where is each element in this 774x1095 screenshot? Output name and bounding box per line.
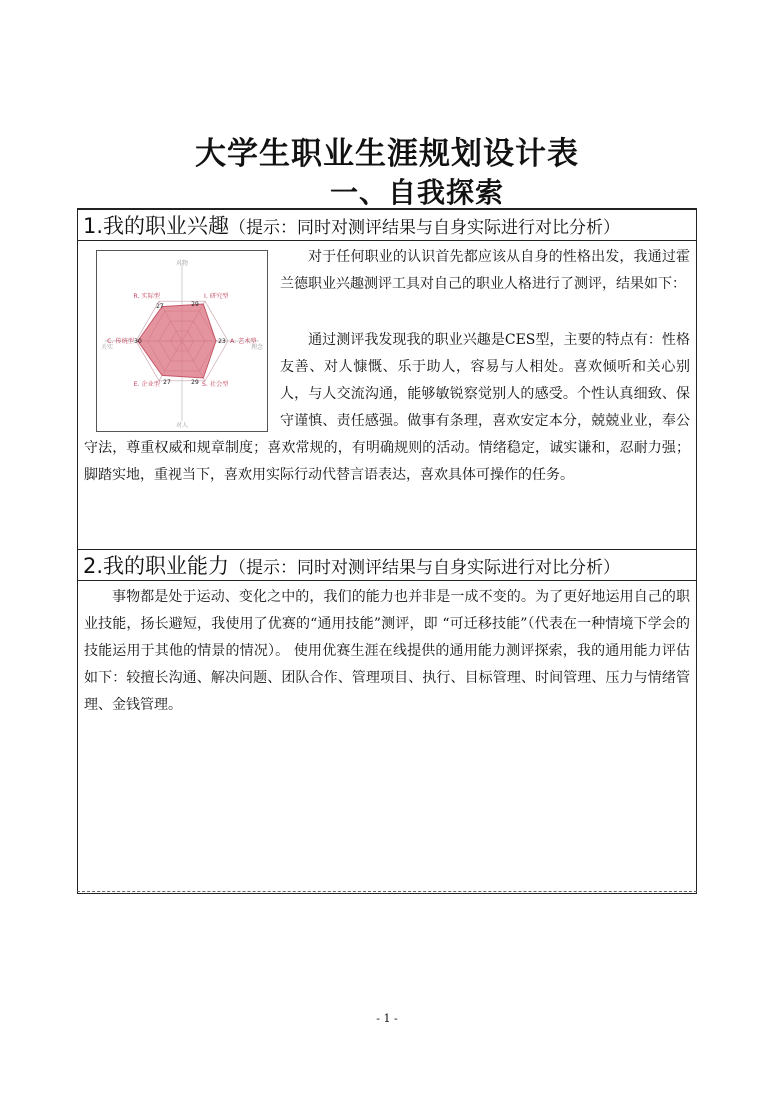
chart-wrap-spacer [84, 327, 280, 435]
section1-heading: 1.我的职业兴趣 [83, 214, 230, 238]
section1-header [77, 209, 697, 241]
axis-label-right: 理念 [250, 344, 263, 351]
section1-para1: 对于任何职业的认识首先都应该从自身的性格出发，我通过霍兰德职业兴趣测评工具对自己的职业人格进行了测评，结果如下： [280, 249, 690, 292]
section2-header [77, 549, 697, 581]
axis-label-bottom: 对人 [175, 422, 189, 429]
page-number: - 1 - [376, 1012, 398, 1025]
section1-hint: （提示：同时对测评结果与自身实际进行对比分析） [229, 218, 621, 238]
radar-value-label: 30 [134, 338, 142, 345]
document-title: 大学生职业生涯规划设计表 [195, 136, 579, 172]
radar-value-label: 27 [163, 379, 171, 386]
radar-category-label: A. 艺术型 [230, 338, 257, 345]
table-bottom-border [77, 891, 697, 892]
radar-value-label: 23 [218, 338, 226, 345]
section2-para-block [84, 584, 690, 719]
section1-para1-block [280, 244, 690, 298]
section-title: 一、自我探索 [330, 176, 505, 209]
radar-category-label: S. 社会型 [202, 381, 229, 388]
axis-label-left: 关实 [101, 344, 114, 351]
axis-label-top: 对物 [175, 260, 189, 267]
radar-value-label: 29 [191, 379, 199, 386]
section2-hint: （提示：同时对测评结果与自身实际进行对比分析） [229, 558, 621, 578]
radar-category-label: R. 实际型 [133, 293, 160, 300]
section1-para2-block [84, 327, 690, 489]
section2-heading: 2.我的职业能力 [83, 554, 230, 578]
radar-value-label: 27 [156, 303, 164, 310]
radar-category-label: C. 传统型 [107, 338, 134, 345]
section1-para2: 通过测评我发现我的职业兴趣是CES型，主要的特点有：性格友善、对人慷慨、乐于助人，容易与人相处。喜欢倾听和关心别人，与人交流沟通，能够敏锐察觉别人的感受。个性认真细致、保守谨慎、责任感强。做事有条理，喜欢安定本分，兢兢业业，奉公守法，尊重权威和规章制度；喜欢常规的，有明确规则的活动。情绪稳定，诚实谦和，忍耐力强；脚踏实地，重视当下，喜欢用实际行动代替言语表达，喜欢具体可操作的任务。 [84, 332, 690, 483]
radar-value-label: 29 [191, 301, 199, 308]
section2-para: 事物都是处于运动、变化之中的，我们的能力也并非是一成不变的。为了更好地运用自己的职业技能，扬长避短，我使用了优赛的“通用技能”测评，即 “可迁移技能”（代表在一种情境下学会的技能运用于其他的情景的情况）。 使用优赛生涯在线提供的通用能力测评探索，我的通用能力评估如下：较擅长沟通、解决问题、团队合作、管理项目、执行、目标管理、时间管理、压力与情绪管理、金钱管理。 [84, 589, 690, 713]
radar-category-label: I. 研究型 [204, 293, 229, 300]
radar-category-label: E. 企业型 [133, 381, 160, 388]
